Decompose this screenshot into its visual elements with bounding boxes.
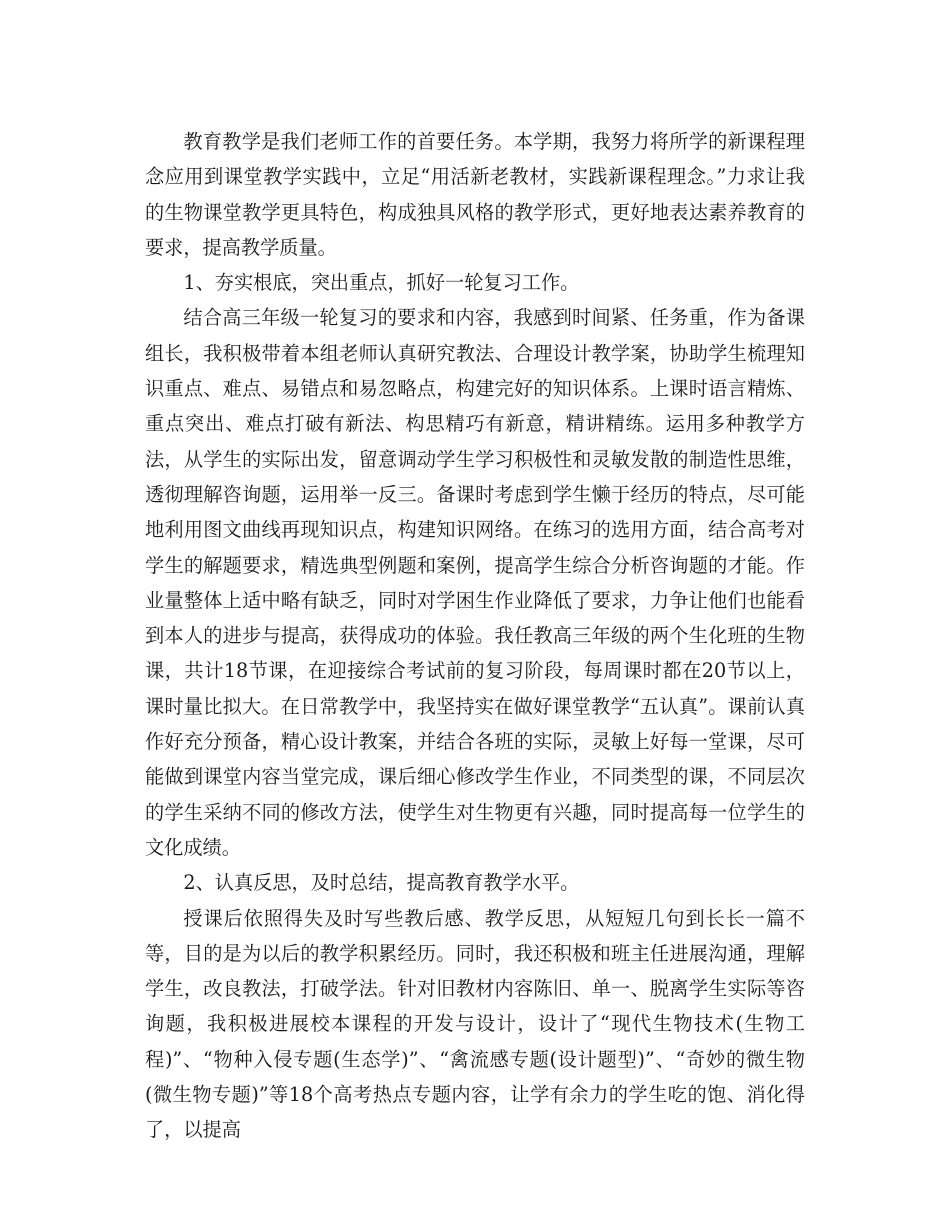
document-body xyxy=(145,124,805,1148)
paragraph-section-2: 授课后依照得失及时写些教后感、教学反思，从短短几句到长长一篇不等，目的是为以后的教学积累经历。同时，我还积极和班主任进展沟通，理解学生，改良教法，打破学法。针对旧教材内容陈旧、单一、脱离学生实际等咨询题，我积极进展校本课程的开发与设计，设计了“现代生物技术(生物工程)”、“物种入侵专题(生态学)”、“禽流感专题(设计题型)”、“奇妙的微生物(微生物专题)”等18个高考热点专题内容，让学有余力的学生吃的饱、消化得了，以提高 xyxy=(145,906,805,1142)
section-heading-2: 2、认真反思，及时总结，提高教育教学水平。 xyxy=(183,871,580,895)
paragraph-section-1: 结合高三年级一轮复习的要求和内容，我感到时间紧、任务重，作为备课组长，我积极带着本组老师认真研究教法、合理设计教学案，协助学生梳理知识重点、难点、易错点和易忽略点，构建完好的知识体系。上课时语言精炼、重点突出、难点打破有新法、构思精巧有新意，精讲精练。运用多种教学方法，从学生的实际出发，留意调动学生学习积极性和灵敏发散的制造性思维，透彻理解咨询题，运用举一反三。备课时考虑到学生懒于经历的特点，尽可能地利用图文曲线再现知识点，构建知识网络。在练习的选用方面，结合高考对学生的解题要求，精选典型例题和案例，提高学生综合分析咨询题的才能。作业量整体上适中略有缺乏，同时对学困生作业降低了要求，力争让他们也能看到本人的进步与提高，获得成功的体验。我任教高三年级的两个生化班的生物课，共计18节课，在迎接综合考试前的复习阶段，每周课时都在20节以上，课时量比拟大。在日常教学中，我坚持实在做好课堂教学“五认真”。课前认真作好充分预备，精心设计教案，并结合各班的实际，灵敏上好每一堂课，尽可能做到课堂内容当堂完成，课后细心修改学生作业，不同类型的课，不同层次的学生采纳不同的修改方法，使学生对生物更有兴趣，同时提高每一位学生的文化成绩。 xyxy=(145,306,805,859)
paragraph-intro: 教育教学是我们老师工作的首要任务。本学期，我努力将所学的新课程理念应用到课堂教学实践中，立足“用活新老教材，实践新课程理念。”力求让我的生物课堂教学更具特色，构成独具风格的教学形式，更好地表达素养教育的要求，提高教学质量。 xyxy=(145,130,805,259)
section-heading-1: 1、夯实根底，突出重点，抓好一轮复习工作。 xyxy=(183,271,580,295)
